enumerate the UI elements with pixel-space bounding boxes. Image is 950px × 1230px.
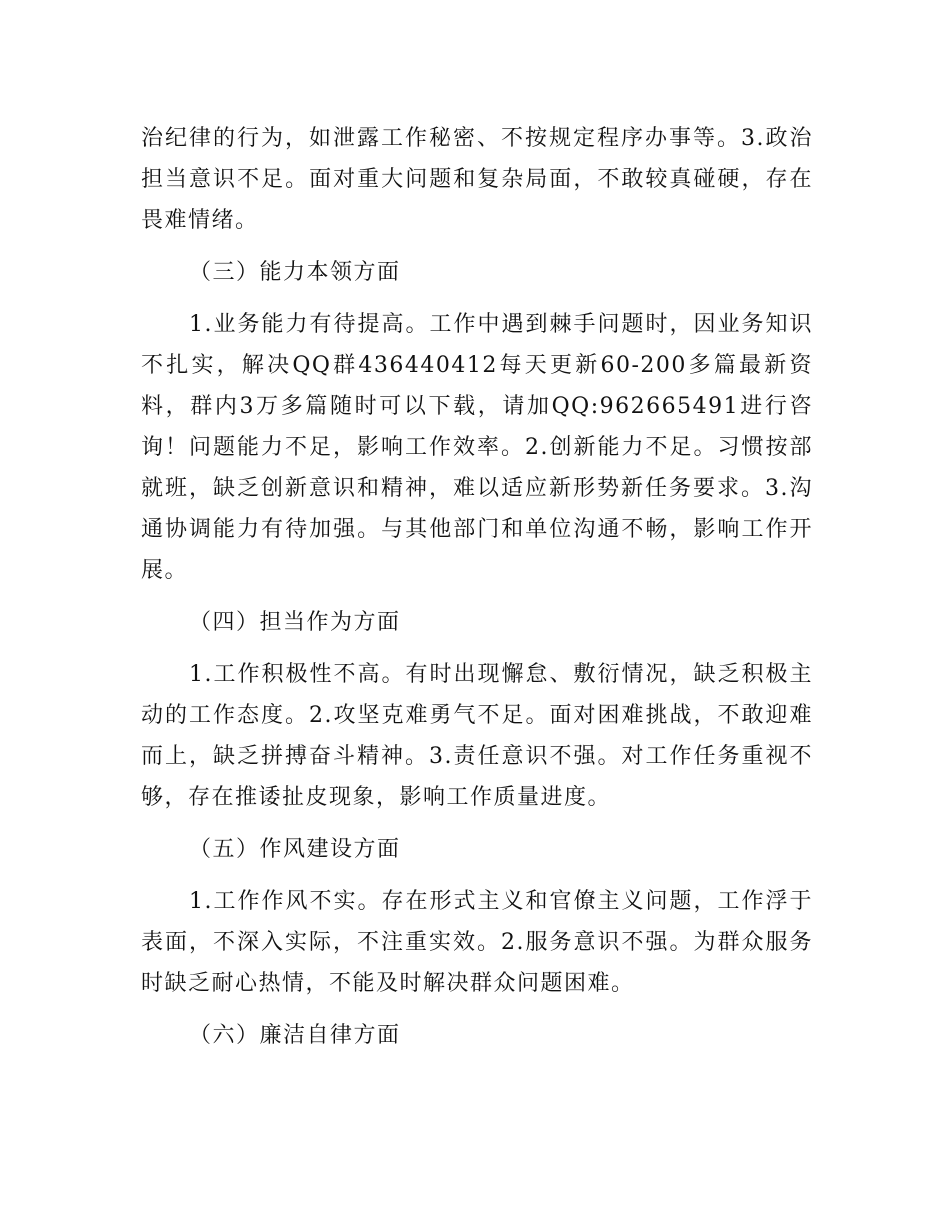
section-heading-responsibility: （四）担当作为方面 [189,610,401,635]
section-heading-work-style: （五）作风建设方面 [189,837,401,862]
paragraph-work-style: 1.工作作风不实。存在形式主义和官僚主义问题，工作浮于表面，不深入实际，不注重实效。2.服务意识不强。为群众服务时缺乏耐心热情，不能及时解决群众问题困难。 [141,889,813,996]
paragraph-ability: 1.业务能力有待提高。工作中遇到棘手问题时，因业务知识不扎实，解决QQ群436440412每天更新60-200多篇最新资料，群内3万多篇随时可以下载，请加QQ:962665491进行咨询！问题能力不足，影响工作效率。2.创新能力不足。习惯按部就班，缺乏创新意识和精神，难以适应新形势新任务要求。3.沟通协调能力有待加强。与其他部门和单位沟通不畅，影响工作开展。 [141,312,813,583]
document-body [141,118,813,1067]
paragraph-responsibility: 1.工作积极性不高。有时出现懈怠、敷衍情况，缺乏积极主动的工作态度。2.攻坚克难勇气不足。面对困难挑战，不敢迎难而上，缺乏拼搏奋斗精神。3.责任意识不强。对工作任务重视不够，存在推诿扯皮现象，影响工作质量进度。 [141,662,813,810]
section-heading-integrity: （六）廉洁自律方面 [189,1023,401,1048]
section-heading-ability: （三）能力本领方面 [189,260,401,285]
paragraph-political-discipline-continued: 治纪律的行为，如泄露工作秘密、不按规定程序办事等。3.政治担当意识不足。面对重大问题和复杂局面，不敢较真碰硬，存在畏难情绪。 [141,126,813,233]
